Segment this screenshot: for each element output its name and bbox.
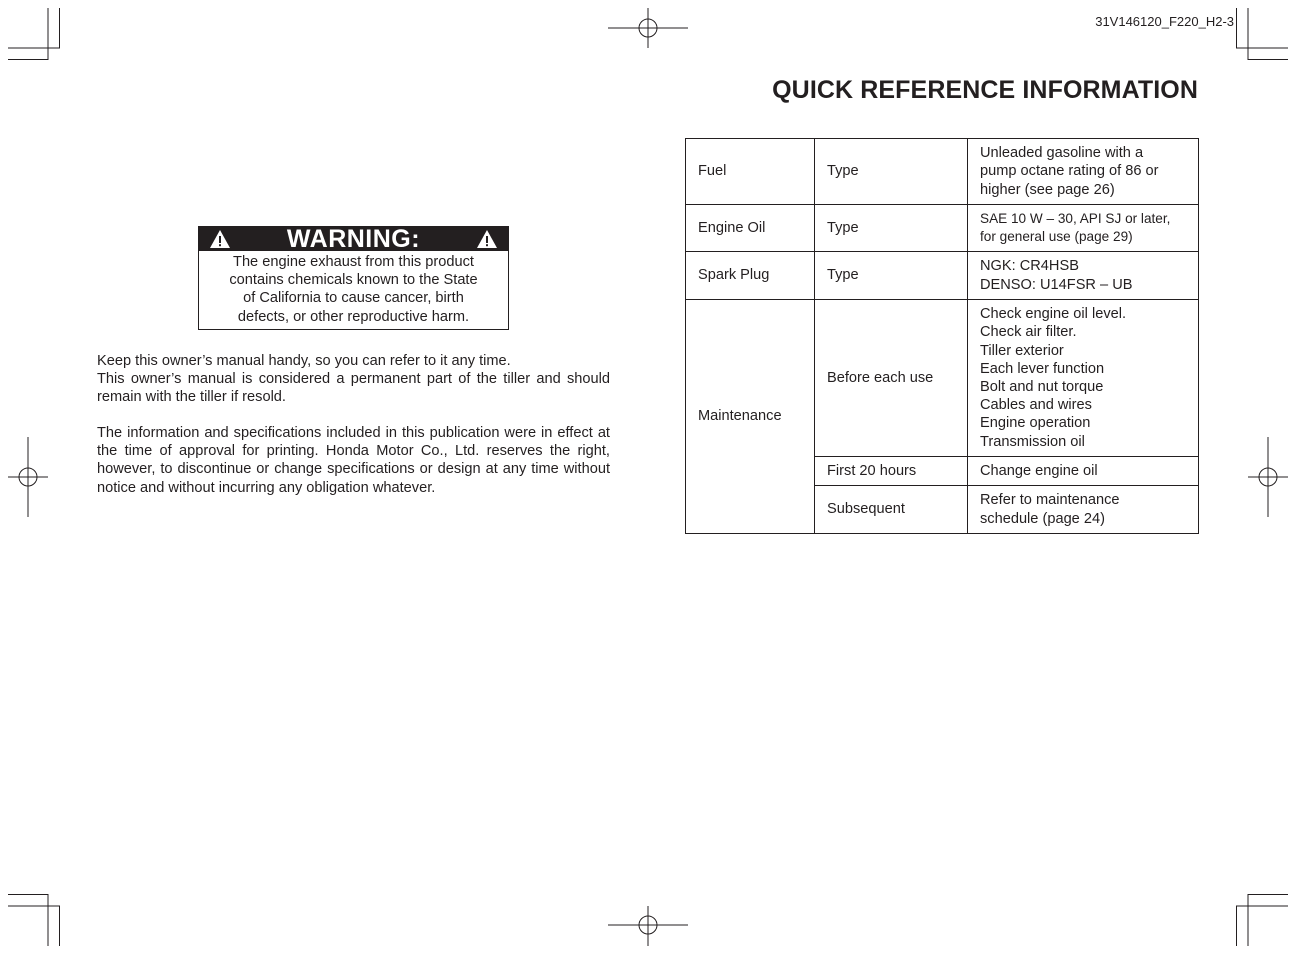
page-title: QUICK REFERENCE INFORMATION bbox=[772, 76, 1198, 104]
row-label: Maintenance bbox=[686, 300, 815, 534]
row-label: Engine Oil bbox=[686, 205, 815, 252]
warning-triangle-icon bbox=[209, 229, 231, 249]
table-row-spark-plug bbox=[686, 252, 1199, 300]
value-line: NGK: CR4HSB bbox=[980, 258, 1079, 275]
spark-plug-value bbox=[968, 252, 1199, 300]
list-item: Check engine oil level. bbox=[980, 306, 1127, 323]
value-line: SAE 10 W – 30, API SJ or later, bbox=[980, 210, 1171, 226]
intro-paragraph-2 bbox=[97, 424, 610, 497]
row-label: Fuel bbox=[686, 139, 815, 205]
quick-reference-table bbox=[685, 138, 1199, 534]
list-item: Transmission oil bbox=[980, 433, 1085, 450]
warning-title: WARNING: bbox=[286, 225, 421, 253]
row-interval: Before each use bbox=[815, 300, 968, 457]
row-label: Spark Plug bbox=[686, 252, 815, 300]
fuel-value bbox=[968, 139, 1199, 205]
list-item: Bolt and nut torque bbox=[980, 379, 1104, 395]
first-20-value: Change engine oil bbox=[968, 457, 1199, 486]
list-item: Check air filter. bbox=[980, 324, 1077, 341]
warning-header bbox=[199, 227, 508, 251]
subsequent-value bbox=[968, 486, 1199, 534]
value-line: schedule (page 24) bbox=[980, 510, 1105, 527]
before-use-checklist bbox=[968, 300, 1199, 457]
value-line: pump octane rating of 86 or bbox=[980, 163, 1159, 180]
row-type: Type bbox=[815, 139, 968, 205]
value-line: for general use (page 29) bbox=[980, 229, 1133, 244]
list-item: Each lever function bbox=[980, 360, 1105, 377]
row-type: Type bbox=[815, 252, 968, 300]
value-line: higher (see page 26) bbox=[980, 181, 1115, 198]
intro-disclaimer: The information and specifications included in this publication were in effect at the time of approval for printing. Honda Motor Co., Ltd. reserves the right, however, to discontinue or change specifications or design at any time without notice and without incurring any obligation whatever. bbox=[97, 425, 610, 496]
engine-oil-value bbox=[968, 205, 1199, 252]
row-interval: Subsequent bbox=[815, 486, 968, 534]
row-type: Type bbox=[815, 205, 968, 252]
value-line: DENSO: U14FSR – UB bbox=[980, 276, 1133, 293]
list-item: Engine operation bbox=[980, 415, 1091, 432]
warning-box bbox=[198, 226, 509, 330]
intro-paragraph-1 bbox=[97, 352, 610, 407]
table-row-fuel bbox=[686, 139, 1199, 205]
document-code: 31V146120_F220_H2-3 bbox=[1095, 14, 1234, 29]
row-interval: First 20 hours bbox=[815, 457, 968, 486]
list-item: Cables and wires bbox=[980, 397, 1092, 414]
list-item: Tiller exterior bbox=[980, 342, 1064, 359]
warning-text: The engine exhaust from this product contains chemicals known to the State of California to cause cancer, birth defects, or other reproductive harm. bbox=[229, 254, 478, 325]
table-row-engine-oil bbox=[686, 205, 1199, 252]
table-row-maintenance-before-use bbox=[686, 300, 1199, 457]
warning-triangle-icon bbox=[476, 229, 498, 249]
intro-line-2: This owner’s manual is considered a permanent part of the tiller and should remain with the tiller if resold. bbox=[97, 371, 610, 406]
value-line: Unleaded gasoline with a bbox=[980, 145, 1144, 162]
intro-line-1: Keep this owner’s manual handy, so you can refer to it any time. bbox=[97, 353, 511, 369]
value-line: Refer to maintenance bbox=[980, 492, 1120, 509]
